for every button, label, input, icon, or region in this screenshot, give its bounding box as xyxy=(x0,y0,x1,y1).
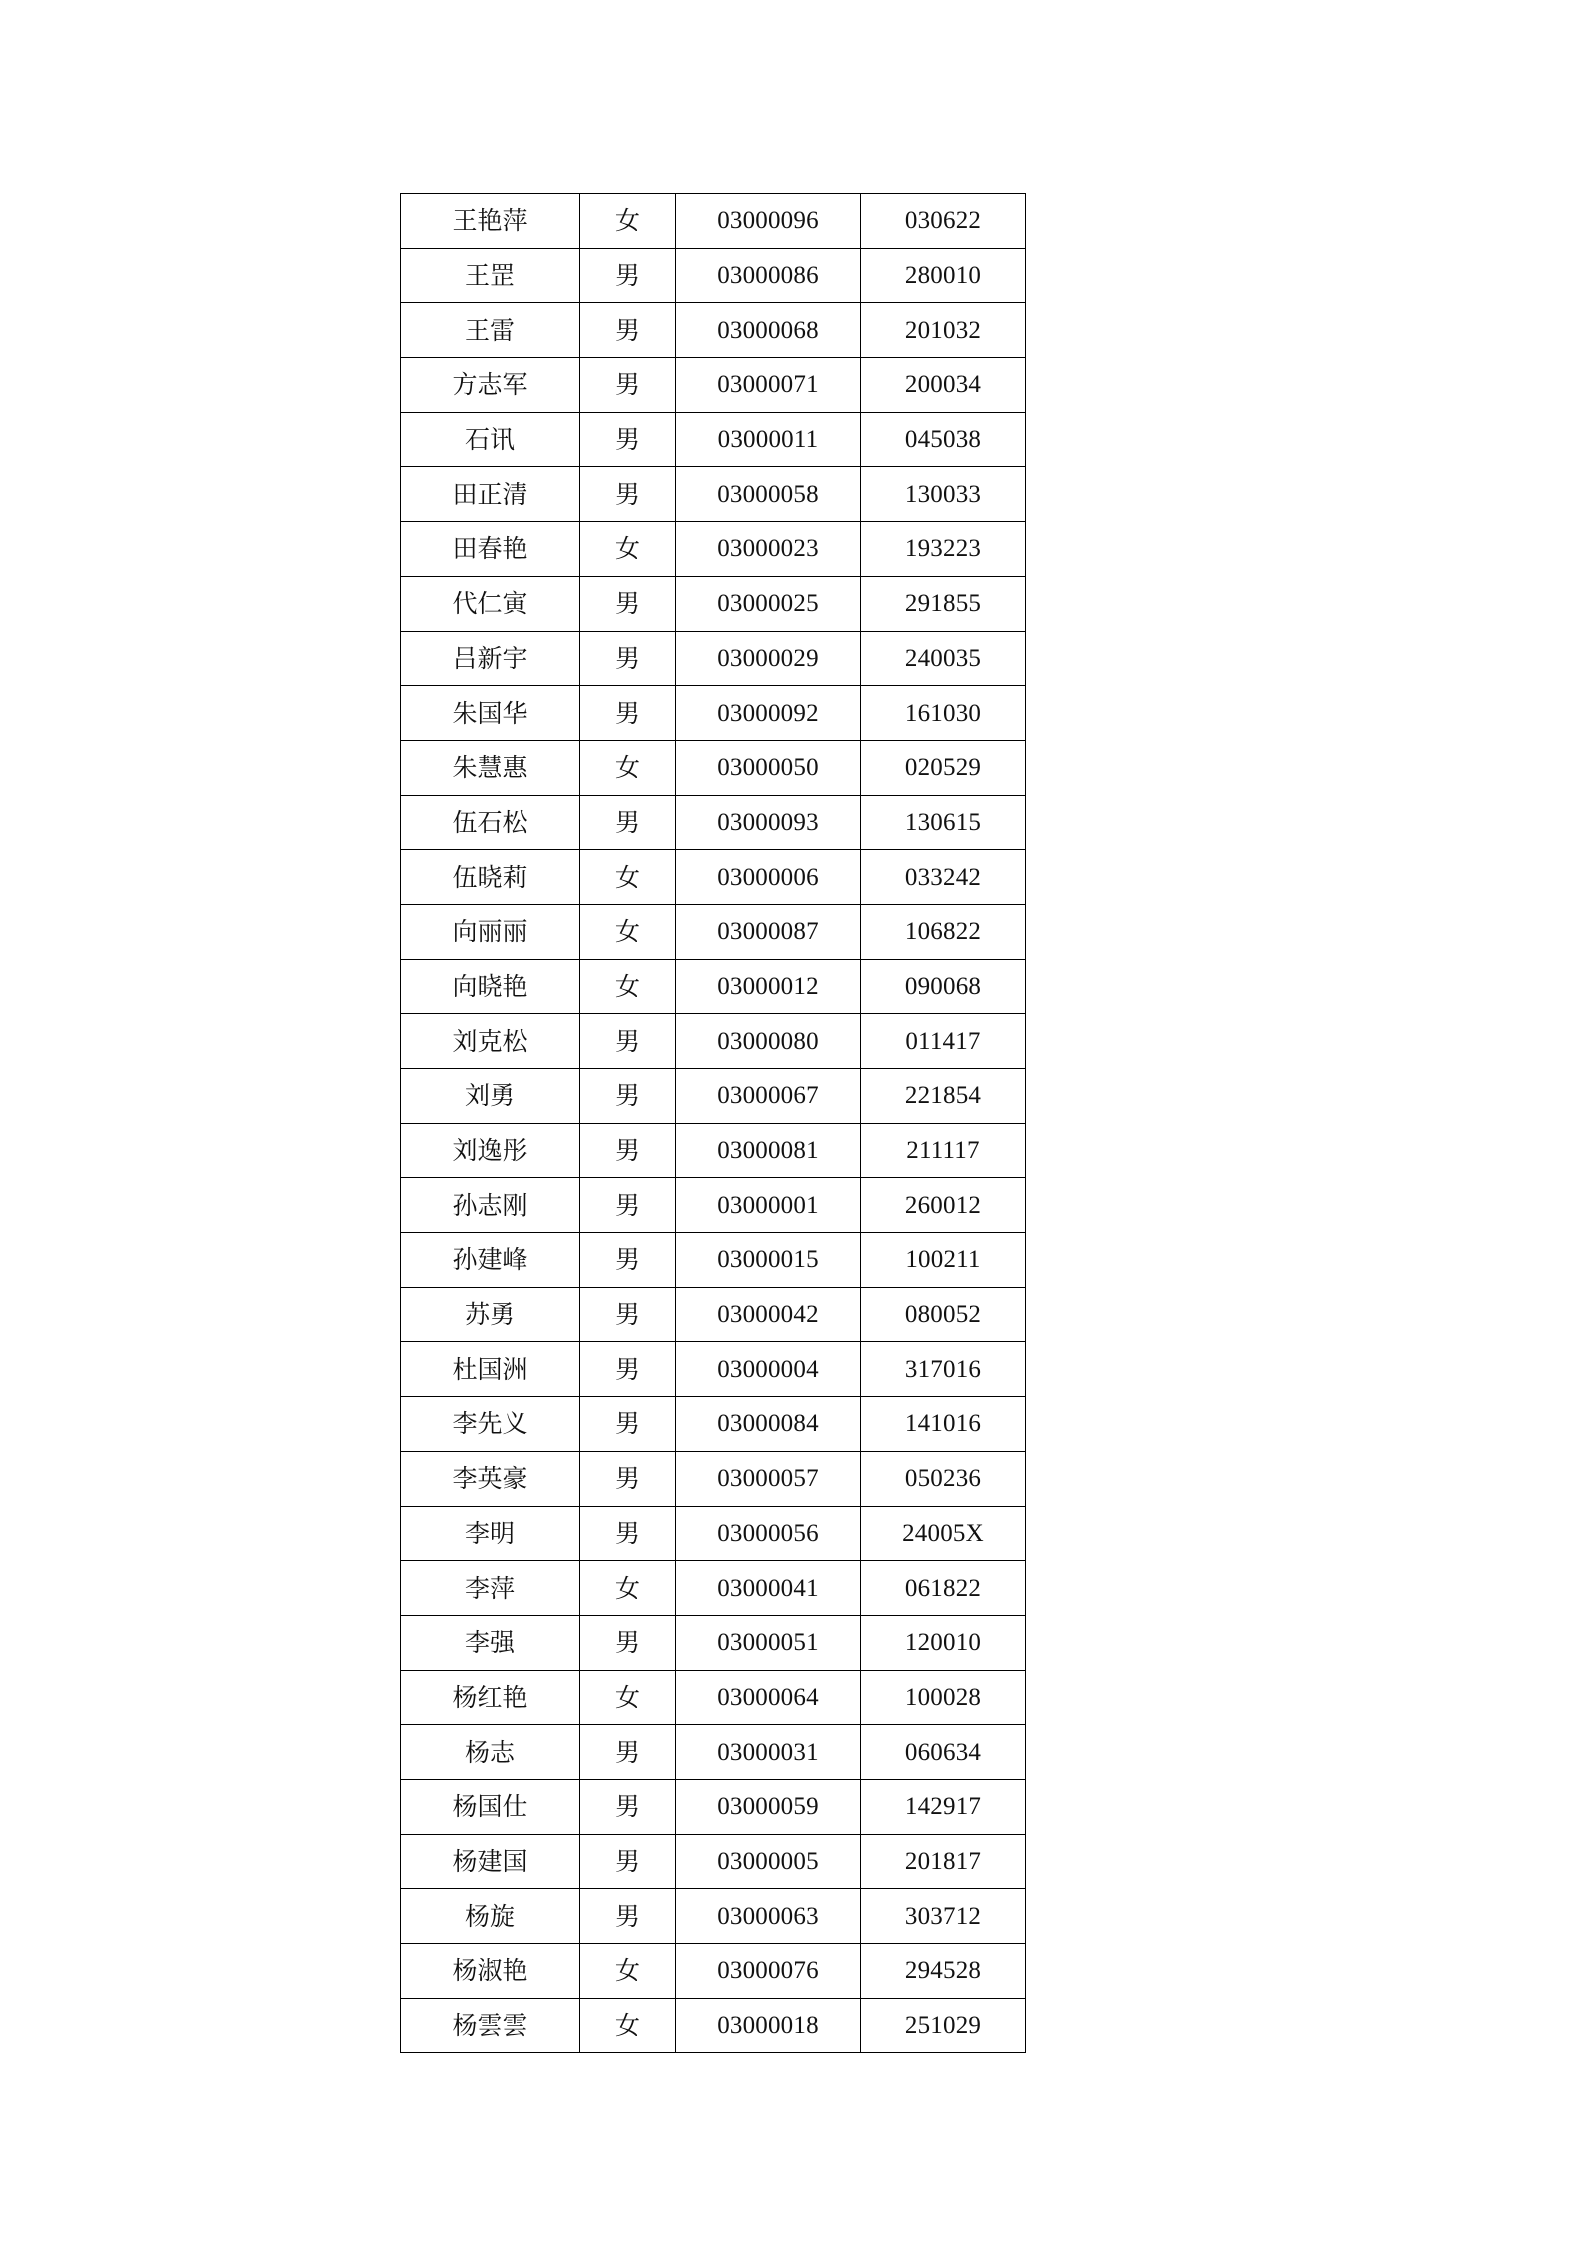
code-cell: 240035 xyxy=(861,631,1026,686)
gender-cell: 男 xyxy=(580,1615,676,1670)
gender-cell: 男 xyxy=(580,412,676,467)
code-cell: 317016 xyxy=(861,1342,1026,1397)
id-number-cell: 03000093 xyxy=(676,795,861,850)
table-row xyxy=(401,1725,1026,1780)
table-row xyxy=(401,1342,1026,1397)
name-cell: 伍晓莉 xyxy=(401,850,580,905)
id-number-cell: 03000057 xyxy=(676,1451,861,1506)
name-cell: 代仁寅 xyxy=(401,576,580,631)
gender-cell: 女 xyxy=(580,1670,676,1725)
gender-cell: 男 xyxy=(580,303,676,358)
code-cell: 011417 xyxy=(861,1014,1026,1069)
name-cell: 李萍 xyxy=(401,1561,580,1616)
code-cell: 141016 xyxy=(861,1397,1026,1452)
name-cell: 杨国仕 xyxy=(401,1779,580,1834)
code-cell: 120010 xyxy=(861,1615,1026,1670)
gender-cell: 男 xyxy=(580,1451,676,1506)
name-cell: 杨淑艳 xyxy=(401,1944,580,1999)
id-number-cell: 03000012 xyxy=(676,959,861,1014)
name-cell: 田春艳 xyxy=(401,522,580,577)
gender-cell: 女 xyxy=(580,1561,676,1616)
id-number-cell: 03000084 xyxy=(676,1397,861,1452)
name-cell: 朱慧惠 xyxy=(401,740,580,795)
gender-cell: 男 xyxy=(580,1178,676,1233)
table-row xyxy=(401,959,1026,1014)
table-row xyxy=(401,1506,1026,1561)
table-row xyxy=(401,1287,1026,1342)
code-cell: 294528 xyxy=(861,1944,1026,1999)
id-number-cell: 03000068 xyxy=(676,303,861,358)
name-cell: 李先义 xyxy=(401,1397,580,1452)
id-number-cell: 03000076 xyxy=(676,1944,861,1999)
code-cell: 090068 xyxy=(861,959,1026,1014)
code-cell: 211117 xyxy=(861,1123,1026,1178)
id-number-cell: 03000086 xyxy=(676,248,861,303)
gender-cell: 男 xyxy=(580,1233,676,1288)
id-number-cell: 03000081 xyxy=(676,1123,861,1178)
gender-cell: 男 xyxy=(580,576,676,631)
gender-cell: 男 xyxy=(580,1014,676,1069)
name-cell: 杨旋 xyxy=(401,1889,580,1944)
code-cell: 303712 xyxy=(861,1889,1026,1944)
table-row xyxy=(401,1178,1026,1233)
table-row xyxy=(401,631,1026,686)
table-row xyxy=(401,412,1026,467)
id-number-cell: 03000056 xyxy=(676,1506,861,1561)
code-cell: 100211 xyxy=(861,1233,1026,1288)
name-cell: 李强 xyxy=(401,1615,580,1670)
name-cell: 杨雲雲 xyxy=(401,1998,580,2053)
code-cell: 193223 xyxy=(861,522,1026,577)
table-row xyxy=(401,1779,1026,1834)
table-row xyxy=(401,1233,1026,1288)
name-cell: 杜国洲 xyxy=(401,1342,580,1397)
table-row xyxy=(401,1451,1026,1506)
name-cell: 刘逸彤 xyxy=(401,1123,580,1178)
name-cell: 方志军 xyxy=(401,358,580,413)
id-number-cell: 03000059 xyxy=(676,1779,861,1834)
code-cell: 260012 xyxy=(861,1178,1026,1233)
code-cell: 045038 xyxy=(861,412,1026,467)
code-cell: 061822 xyxy=(861,1561,1026,1616)
table-row xyxy=(401,1615,1026,1670)
table-row xyxy=(401,467,1026,522)
id-number-cell: 03000005 xyxy=(676,1834,861,1889)
name-cell: 向晓艳 xyxy=(401,959,580,1014)
code-cell: 221854 xyxy=(861,1069,1026,1124)
id-number-cell: 03000067 xyxy=(676,1069,861,1124)
id-number-cell: 03000058 xyxy=(676,467,861,522)
table-row xyxy=(401,686,1026,741)
table-row xyxy=(401,1889,1026,1944)
roster-table xyxy=(400,193,1026,2053)
gender-cell: 男 xyxy=(580,686,676,741)
id-number-cell: 03000011 xyxy=(676,412,861,467)
id-number-cell: 03000051 xyxy=(676,1615,861,1670)
code-cell: 201032 xyxy=(861,303,1026,358)
id-number-cell: 03000029 xyxy=(676,631,861,686)
code-cell: 106822 xyxy=(861,904,1026,959)
name-cell: 刘克松 xyxy=(401,1014,580,1069)
id-number-cell: 03000025 xyxy=(676,576,861,631)
gender-cell: 男 xyxy=(580,467,676,522)
gender-cell: 男 xyxy=(580,358,676,413)
id-number-cell: 03000096 xyxy=(676,194,861,249)
code-cell: 291855 xyxy=(861,576,1026,631)
gender-cell: 女 xyxy=(580,522,676,577)
name-cell: 吕新宇 xyxy=(401,631,580,686)
table-row xyxy=(401,1014,1026,1069)
gender-cell: 女 xyxy=(580,904,676,959)
table-row xyxy=(401,303,1026,358)
gender-cell: 男 xyxy=(580,1779,676,1834)
gender-cell: 男 xyxy=(580,1397,676,1452)
code-cell: 251029 xyxy=(861,1998,1026,2053)
name-cell: 伍石松 xyxy=(401,795,580,850)
id-number-cell: 03000080 xyxy=(676,1014,861,1069)
gender-cell: 女 xyxy=(580,850,676,905)
name-cell: 朱国华 xyxy=(401,686,580,741)
code-cell: 130615 xyxy=(861,795,1026,850)
name-cell: 田正清 xyxy=(401,467,580,522)
id-number-cell: 03000001 xyxy=(676,1178,861,1233)
code-cell: 050236 xyxy=(861,1451,1026,1506)
table-row xyxy=(401,904,1026,959)
id-number-cell: 03000050 xyxy=(676,740,861,795)
code-cell: 142917 xyxy=(861,1779,1026,1834)
gender-cell: 男 xyxy=(580,1834,676,1889)
table-row xyxy=(401,576,1026,631)
name-cell: 刘勇 xyxy=(401,1069,580,1124)
table-row xyxy=(401,795,1026,850)
id-number-cell: 03000018 xyxy=(676,1998,861,2053)
code-cell: 280010 xyxy=(861,248,1026,303)
gender-cell: 女 xyxy=(580,1944,676,1999)
table-row xyxy=(401,1397,1026,1452)
code-cell: 033242 xyxy=(861,850,1026,905)
id-number-cell: 03000087 xyxy=(676,904,861,959)
name-cell: 苏勇 xyxy=(401,1287,580,1342)
code-cell: 060634 xyxy=(861,1725,1026,1780)
name-cell: 王雷 xyxy=(401,303,580,358)
gender-cell: 男 xyxy=(580,248,676,303)
id-number-cell: 03000063 xyxy=(676,1889,861,1944)
code-cell: 080052 xyxy=(861,1287,1026,1342)
table-row xyxy=(401,1123,1026,1178)
code-cell: 130033 xyxy=(861,467,1026,522)
code-cell: 24005X xyxy=(861,1506,1026,1561)
code-cell: 030622 xyxy=(861,194,1026,249)
gender-cell: 男 xyxy=(580,1725,676,1780)
gender-cell: 男 xyxy=(580,1889,676,1944)
table-row xyxy=(401,1998,1026,2053)
name-cell: 杨志 xyxy=(401,1725,580,1780)
name-cell: 石讯 xyxy=(401,412,580,467)
gender-cell: 男 xyxy=(580,1069,676,1124)
table-row xyxy=(401,850,1026,905)
name-cell: 李英豪 xyxy=(401,1451,580,1506)
name-cell: 杨建国 xyxy=(401,1834,580,1889)
table-row xyxy=(401,248,1026,303)
id-number-cell: 03000015 xyxy=(676,1233,861,1288)
table-row xyxy=(401,522,1026,577)
name-cell: 孙建峰 xyxy=(401,1233,580,1288)
gender-cell: 女 xyxy=(580,1998,676,2053)
table-row xyxy=(401,740,1026,795)
id-number-cell: 03000071 xyxy=(676,358,861,413)
id-number-cell: 03000031 xyxy=(676,1725,861,1780)
code-cell: 020529 xyxy=(861,740,1026,795)
table-row xyxy=(401,1670,1026,1725)
code-cell: 201817 xyxy=(861,1834,1026,1889)
id-number-cell: 03000023 xyxy=(676,522,861,577)
gender-cell: 女 xyxy=(580,959,676,1014)
id-number-cell: 03000064 xyxy=(676,1670,861,1725)
name-cell: 王罡 xyxy=(401,248,580,303)
name-cell: 王艳萍 xyxy=(401,194,580,249)
name-cell: 孙志刚 xyxy=(401,1178,580,1233)
id-number-cell: 03000004 xyxy=(676,1342,861,1397)
id-number-cell: 03000041 xyxy=(676,1561,861,1616)
table-row xyxy=(401,1944,1026,1999)
code-cell: 100028 xyxy=(861,1670,1026,1725)
table-row xyxy=(401,1834,1026,1889)
code-cell: 161030 xyxy=(861,686,1026,741)
gender-cell: 男 xyxy=(580,631,676,686)
gender-cell: 女 xyxy=(580,740,676,795)
code-cell: 200034 xyxy=(861,358,1026,413)
name-cell: 杨红艳 xyxy=(401,1670,580,1725)
gender-cell: 女 xyxy=(580,194,676,249)
table-row xyxy=(401,1561,1026,1616)
table-row xyxy=(401,358,1026,413)
gender-cell: 男 xyxy=(580,1123,676,1178)
table-row xyxy=(401,194,1026,249)
gender-cell: 男 xyxy=(580,1342,676,1397)
id-number-cell: 03000092 xyxy=(676,686,861,741)
id-number-cell: 03000042 xyxy=(676,1287,861,1342)
gender-cell: 男 xyxy=(580,795,676,850)
gender-cell: 男 xyxy=(580,1287,676,1342)
name-cell: 向丽丽 xyxy=(401,904,580,959)
id-number-cell: 03000006 xyxy=(676,850,861,905)
gender-cell: 男 xyxy=(580,1506,676,1561)
table-row xyxy=(401,1069,1026,1124)
name-cell: 李明 xyxy=(401,1506,580,1561)
roster-table-body xyxy=(401,194,1026,2053)
